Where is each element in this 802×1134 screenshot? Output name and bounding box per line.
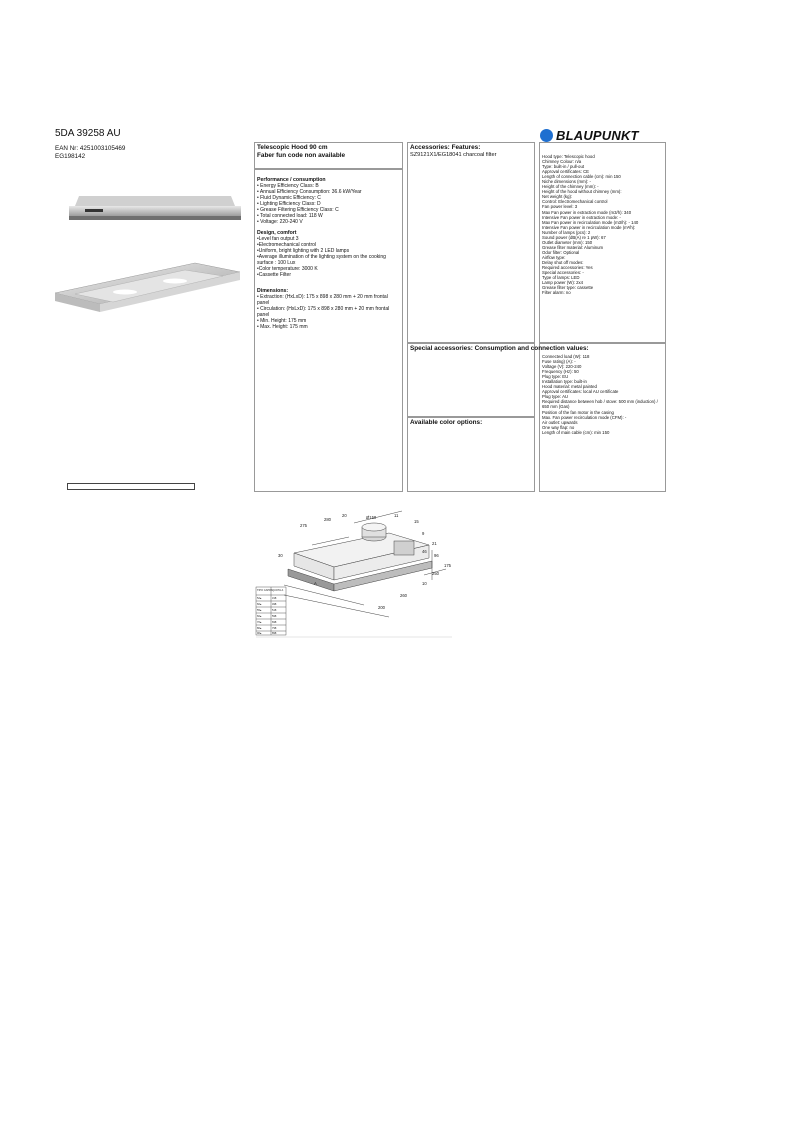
list-item: • Total connected load: 118 W bbox=[257, 213, 323, 219]
spec-item: Grease filter material: Aluminum bbox=[542, 244, 604, 250]
spec-item: Grease filter type: cassette bbox=[542, 285, 594, 291]
dim-label: 11 bbox=[394, 513, 399, 518]
image-caption-box bbox=[67, 483, 195, 490]
spec-item: Fuse rating) (A): - bbox=[542, 359, 576, 365]
spec-item: Fan power level: 3 bbox=[542, 204, 578, 210]
list-item: • Grease Filtering Efficiency Class: C bbox=[257, 207, 339, 213]
dim-label: 15 bbox=[414, 519, 419, 524]
features-box bbox=[254, 169, 403, 492]
spec-item: Odor filter: Optional bbox=[542, 249, 580, 255]
table-cell: 60● bbox=[257, 615, 262, 618]
performance-heading: Performance / consumption bbox=[257, 177, 326, 183]
table-cell: 518 bbox=[272, 609, 277, 612]
dim-label: 250 bbox=[432, 571, 439, 576]
accessories-box bbox=[407, 142, 535, 343]
specs-top-box bbox=[539, 142, 666, 343]
table-cell: 80● bbox=[257, 627, 262, 630]
spec-item: Type: built-in / pull-out bbox=[542, 164, 585, 170]
spec-item: Sound power (dB(A) re 1 pW): 67 bbox=[542, 234, 606, 240]
dim-label: Ø150 bbox=[366, 515, 377, 520]
list-item: • Extraction: (HxLxD): 175 x 898 x 280 mm + 20 mm frontal panel bbox=[257, 294, 388, 306]
spec-item: Chimney Colour: n/a bbox=[542, 159, 582, 165]
dim-label: 9 bbox=[422, 531, 425, 536]
spec-item: Max Fan power in extraction mode (m3/h): 340 bbox=[542, 209, 632, 215]
design-list bbox=[257, 236, 400, 278]
spec-item: Installation type: built-in bbox=[542, 379, 587, 385]
dim-label: 275 bbox=[300, 523, 307, 528]
list-item: •Color temperature: 3000 K bbox=[257, 266, 318, 272]
spec-item: Hood type: Telescopic hood bbox=[542, 154, 595, 159]
dimension-table bbox=[256, 587, 286, 635]
spec-item: Required accessories: Yes bbox=[542, 265, 593, 271]
spec-item: Max Fan power in recirculation mode (m3/h): - 140 bbox=[542, 219, 639, 225]
spec-item: Max. Fan power recirculation mode (CFM): - bbox=[542, 414, 627, 420]
table-cell: 798 bbox=[272, 627, 277, 630]
spec-item: Airflow type: bbox=[542, 254, 566, 260]
overview-subtitle: Faber fun code non available bbox=[257, 151, 346, 159]
list-item: •Average illumination of the lighting system on the cooking surface : 100 Lux bbox=[257, 254, 386, 266]
list-item: • Lighting Efficiency Class: D bbox=[257, 201, 321, 207]
spec-item: Length of main cable (cm): min 150 bbox=[542, 429, 610, 435]
spec-item: Frequency (Hz): 50 bbox=[542, 369, 579, 375]
spec-item: Intensive Fan power in extraction mode: - bbox=[542, 214, 621, 220]
spec-item: Height of the chimney (mm): - bbox=[542, 184, 599, 190]
technical-drawing bbox=[254, 505, 454, 640]
dim-label: 175 bbox=[444, 563, 451, 568]
specs-top-list bbox=[542, 154, 663, 295]
list-item: • Annual Efficiency Consumption: 36.6 kW/Year bbox=[257, 189, 362, 195]
spec-item: Delay shut off modes: bbox=[542, 259, 584, 265]
hood-angled-image bbox=[45, 258, 250, 328]
accessories-text: SZ9121X1/EG18041 charcoal filter bbox=[410, 151, 497, 158]
ean-number: EAN Nr: 4251003105469 bbox=[55, 145, 126, 152]
table-cell: 70● bbox=[257, 621, 262, 624]
performance-list bbox=[257, 183, 400, 225]
spec-item: Approval certificates: CE bbox=[542, 169, 590, 175]
spec-item: Plug type: EU bbox=[542, 374, 569, 380]
list-item: •Cassette Filter bbox=[257, 272, 291, 278]
dim-label: 96 bbox=[434, 553, 439, 558]
overview-title: Telescopic Hood 90 cm bbox=[257, 144, 328, 151]
list-item: • Fluid Dynamic Efficiency: C bbox=[257, 195, 321, 201]
list-item: • Min. Height: 175 mm bbox=[257, 318, 307, 324]
design-heading: Design, comfort bbox=[257, 230, 297, 236]
dim-label: 30 bbox=[278, 553, 283, 558]
specs-bottom-box bbox=[539, 343, 666, 492]
brand-name: BLAUPUNKT bbox=[556, 128, 639, 143]
color-options-box bbox=[407, 417, 535, 492]
dim-label: 200 bbox=[378, 605, 385, 610]
dimensions-list bbox=[257, 294, 400, 330]
spec-item: Length of connection cable (cm): min 150 bbox=[542, 174, 621, 180]
dim-label: 10 bbox=[422, 581, 427, 586]
list-item: • Voltage: 220-240 V bbox=[257, 219, 303, 225]
dim-label: 280 bbox=[324, 517, 331, 522]
spec-item: Net weight (kg): bbox=[542, 194, 573, 200]
product-codes bbox=[55, 145, 125, 161]
table-cell: 698 bbox=[272, 621, 277, 624]
table-header: TIPO CAPPA bbox=[257, 589, 273, 592]
spec-item: Connected load (W): 118 bbox=[542, 354, 590, 359]
product-code: EG198142 bbox=[55, 153, 86, 160]
spec-item: Plug type: AU bbox=[542, 394, 569, 400]
spec-item: Intensive Fan power in recirculation mode (m³/h): bbox=[542, 224, 636, 230]
hood-front-image bbox=[55, 192, 250, 232]
table-cell: 90● bbox=[257, 632, 262, 635]
list-item: •Electromechanical control bbox=[257, 242, 316, 248]
dim-label: 260 bbox=[400, 593, 407, 598]
spec-item: Height of the hood without chimney (mm): bbox=[542, 189, 622, 195]
list-item: • Max. Height: 175 mm bbox=[257, 324, 308, 330]
list-item: •Uniform, bright lighting with 2 LED lamps bbox=[257, 248, 350, 254]
brand-dot-icon bbox=[540, 129, 553, 142]
overview-box bbox=[254, 142, 403, 169]
table-cell: 318 bbox=[272, 597, 277, 600]
model-number: 5DA 39258 AU bbox=[55, 128, 121, 139]
spec-item: Hood material: metal painted bbox=[542, 384, 597, 390]
spec-item: Position of the fan motor in the casing bbox=[542, 409, 614, 415]
spec-item: Approval certificates: local AU certificate bbox=[542, 389, 619, 395]
spec-item: Lamp power (W): 2x4 bbox=[542, 280, 584, 286]
table-cell: 898 bbox=[272, 632, 277, 635]
list-item: •Level fan output 3 bbox=[257, 236, 299, 242]
table-cell: 60● bbox=[257, 603, 262, 606]
specs-bottom-list bbox=[542, 354, 663, 435]
dim-label: A bbox=[314, 581, 317, 586]
spec-item: One way flap: no bbox=[542, 424, 575, 430]
table-cell: 55● bbox=[257, 609, 262, 612]
accessories-heading: Accessories: Features: bbox=[410, 144, 481, 151]
spec-item: Special accessories: - bbox=[542, 270, 584, 276]
list-item: • Energy Efficiency Class: B bbox=[257, 183, 319, 189]
spec-item: Type of lamps: LED bbox=[542, 275, 580, 281]
spec-item: Air outlet: upwards bbox=[542, 419, 578, 425]
list-item: • Circulation: (HxLxD): 175 x 898 x 280 mm + 20 mm frontal panel bbox=[257, 306, 390, 318]
special-heading: Special accessories: Consumption and connection values: bbox=[410, 345, 589, 352]
dimensions-heading: Dimensions: bbox=[257, 288, 289, 294]
spec-item: Control: Electromechanical control bbox=[542, 199, 608, 205]
spec-item: Niche dimensions (mm): - bbox=[542, 179, 591, 185]
spec-item: Outlet diameter (mm): 150 bbox=[542, 239, 593, 245]
spec-item: Filter alarm: no bbox=[542, 290, 571, 296]
color-options-heading: Available color options: bbox=[410, 419, 483, 426]
dim-label: 21 bbox=[432, 541, 437, 546]
table-cell: 598 bbox=[272, 615, 277, 618]
table-cell: 52● bbox=[257, 597, 262, 600]
spec-item: Voltage (V): 220-240 bbox=[542, 364, 582, 370]
table-header: QUOTA A bbox=[272, 589, 284, 592]
table-cell: 498 bbox=[272, 603, 277, 606]
dim-label: 20 bbox=[342, 513, 347, 518]
spec-item: Required distance between hob / stove: 500 mm (induction) / 650 mm (Gas) bbox=[542, 399, 658, 410]
dim-label: 46 bbox=[422, 549, 427, 554]
spec-item: Number of lamps (pcs): 2 bbox=[542, 229, 591, 235]
